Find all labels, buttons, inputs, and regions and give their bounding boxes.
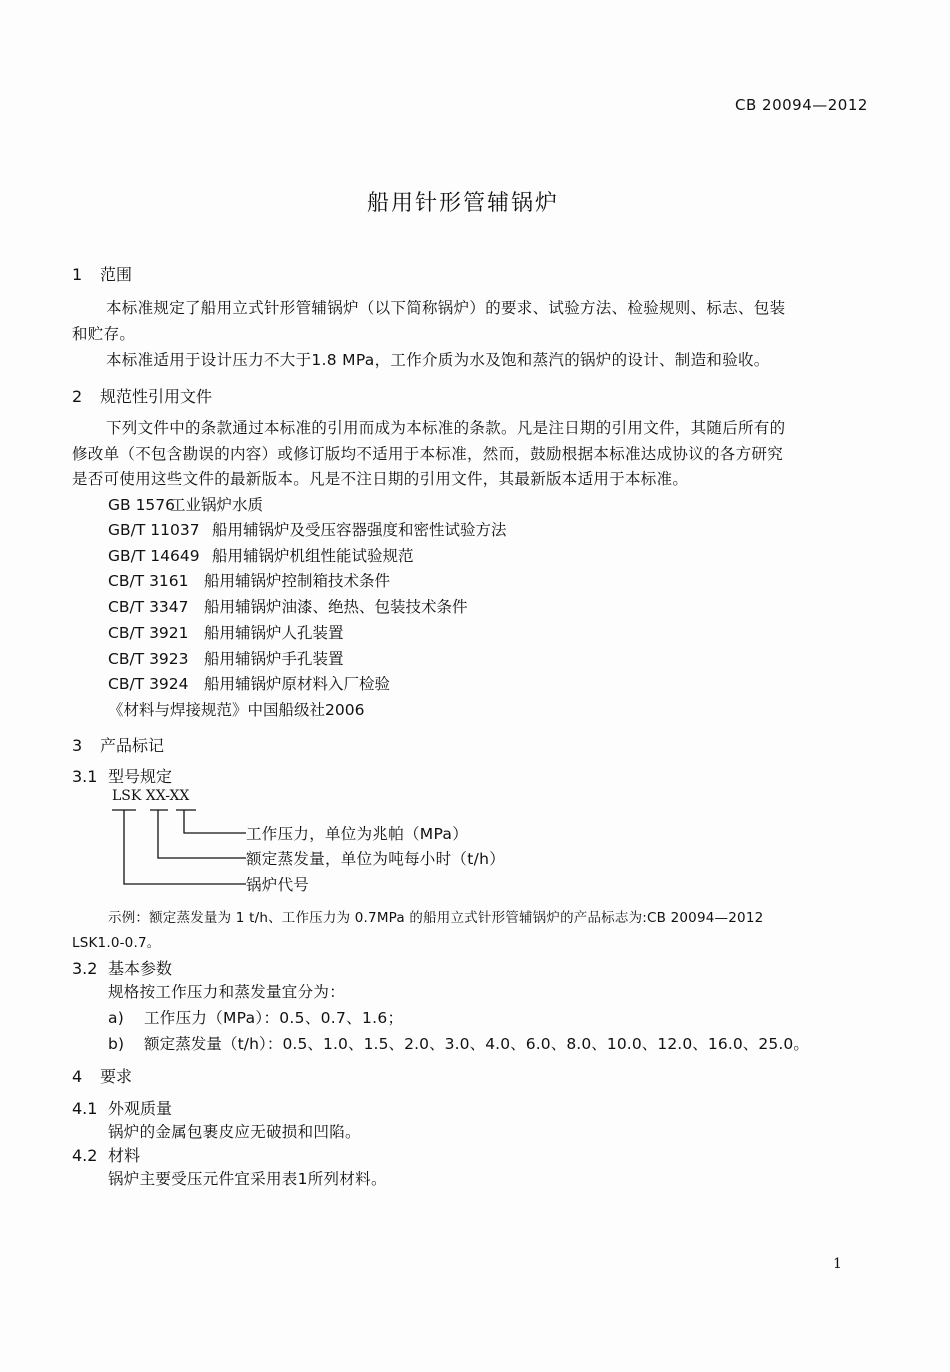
reference-title: 船用辅锅炉控制箱技术条件 <box>204 572 391 590</box>
model-code: LSK XX-XX <box>112 788 190 804</box>
bracket-evaporation <box>150 810 246 858</box>
list-item <box>108 1032 809 1054</box>
reference-title: 工业锅炉水质 <box>170 496 264 514</box>
reference-title: 船用辅锅炉手孔装置 <box>204 650 344 668</box>
list-marker: b) <box>108 1035 125 1053</box>
reference-title: 船用辅锅炉油漆、绝热、包装技术条件 <box>204 598 468 616</box>
reference-code: CB/T 3923 <box>108 650 189 668</box>
diagram-label-code: 锅炉代号 <box>246 876 310 894</box>
reference-code: GB/T 11037 <box>108 521 200 539</box>
reference-code: CB/T 3161 <box>108 572 189 590</box>
section-title: 产品标记 <box>100 736 165 755</box>
reference-item: 《材料与焊接规范》中国船级社2006 <box>108 701 365 719</box>
bracket-pressure <box>176 810 246 833</box>
section-title: 要求 <box>100 1067 133 1086</box>
subsection-4-1-heading <box>72 1096 172 1119</box>
list-text: 工作压力（MPa）：0.5、0.7、1.6； <box>144 1009 404 1027</box>
diagram-label-evaporation: 额定蒸发量，单位为吨每小时（t/h） <box>246 850 506 868</box>
section-number: 1 <box>72 265 83 284</box>
subsection-title: 型号规定 <box>108 767 173 786</box>
subsection-number: 3.2 <box>72 959 98 978</box>
paragraph-line: 修改单（不包含勘误的内容）或修订版均不适用于本标准，然而，鼓励根据本标准达成协议的各方研究 <box>72 445 784 463</box>
subsection-4-2-heading <box>72 1143 140 1166</box>
paragraph-line: 本标准适用于设计压力不大于1.8 MPa，工作介质为水及饱和蒸汽的锅炉的设计、制造和验收。 <box>106 351 770 369</box>
paragraph-line: 锅炉的金属包裹皮应无破损和凹陷。 <box>108 1123 361 1141</box>
list-marker: a) <box>108 1009 125 1027</box>
document-number: CB 20094—2012 <box>735 96 868 114</box>
subsection-title: 材料 <box>108 1146 141 1165</box>
subsection-number: 4.2 <box>72 1146 98 1165</box>
section-title: 规范性引用文件 <box>100 387 213 406</box>
reference-title: 船用辅锅炉及受压容器强度和密性试验方法 <box>212 521 507 539</box>
paragraph-line: 锅炉主要受压元件宜采用表1所列材料。 <box>108 1170 387 1188</box>
diagram-label-pressure: 工作压力，单位为兆帕（MPa） <box>246 825 469 843</box>
reference-title: 船用辅锅炉原材料入厂检验 <box>204 675 391 693</box>
section-number: 4 <box>72 1067 83 1086</box>
paragraph-line: 本标准规定了船用立式针形管辅锅炉（以下简称锅炉）的要求、试验方法、检验规则、标志、包装 <box>106 299 786 317</box>
page-title: 船用针形管辅锅炉 <box>366 191 559 216</box>
subsection-3-2-heading <box>72 956 172 979</box>
subsection-number: 4.1 <box>72 1099 98 1118</box>
paragraph-line: 规格按工作压力和蒸发量宜分为： <box>108 983 346 1001</box>
subsection-title: 基本参数 <box>108 959 173 978</box>
section-number: 3 <box>72 736 83 755</box>
example-line: LSK1.0-0.7。 <box>72 935 161 951</box>
paragraph-line: 是否可使用这些文件的最新版本。凡是不注日期的引用文件，其最新版本适用于本标准。 <box>72 470 689 488</box>
subsection-title: 外观质量 <box>108 1099 173 1118</box>
section-number: 2 <box>72 387 83 406</box>
bracket-code <box>112 810 246 884</box>
reference-code: GB 1576 <box>108 496 176 514</box>
reference-title: 船用辅锅炉人孔装置 <box>204 624 344 642</box>
reference-title: 船用辅锅炉机组性能试验规范 <box>212 547 414 565</box>
reference-code: GB/T 14649 <box>108 547 200 565</box>
example-line: 示例：额定蒸发量为 1 t/h、工作压力为 0.7MPa 的船用立式针形管辅锅炉的产品标志为:CB 20094—2012 <box>108 910 764 926</box>
paragraph-line: 下列文件中的条款通过本标准的引用而成为本标准的条款。凡是注日期的引用文件，其随后所有的 <box>106 419 786 437</box>
subsection-number: 3.1 <box>72 767 98 786</box>
section-4-heading <box>72 1064 132 1087</box>
list-item <box>108 1006 403 1028</box>
page-number: 1 <box>833 1256 842 1272</box>
reference-code: CB/T 3921 <box>108 624 189 642</box>
reference-code: CB/T 3924 <box>108 675 189 693</box>
reference-code: CB/T 3347 <box>108 598 189 616</box>
paragraph-line: 和贮存。 <box>72 325 136 343</box>
list-text: 额定蒸发量（t/h）：0.5、1.0、1.5、2.0、3.0、4.0、6.0、8.0、10.0、12.0、16.0、25.0。 <box>144 1035 809 1053</box>
section-title: 范围 <box>100 265 133 284</box>
